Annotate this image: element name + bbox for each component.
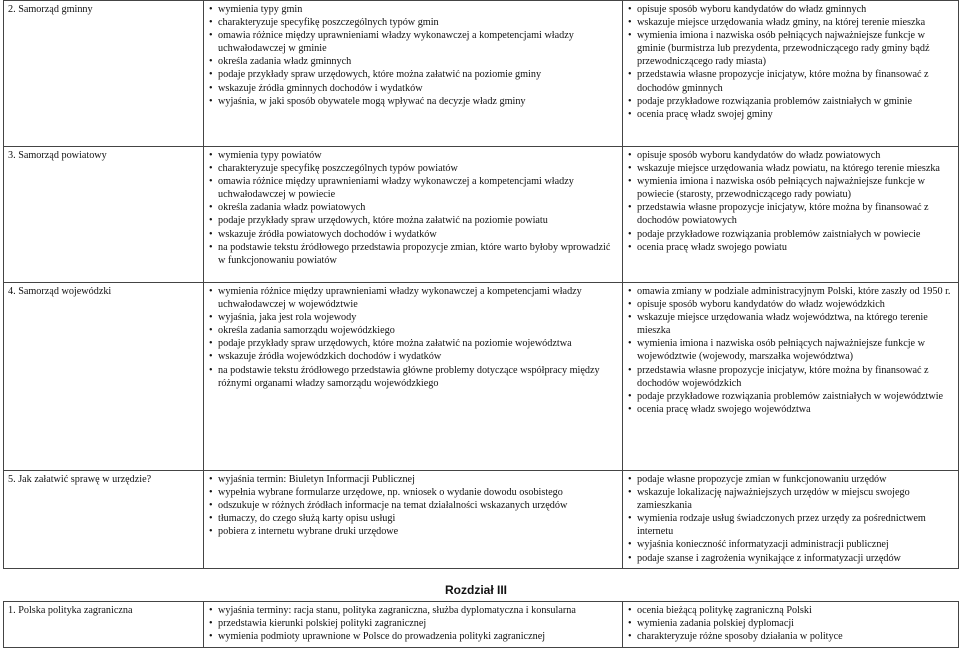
basic-requirements-cell: [204, 147, 623, 283]
requirement-item: • ocenia pracę władz swojego województwa: [627, 403, 954, 416]
table-row: [4, 283, 959, 471]
requirement-item: • wskazuje źródła gminnych dochodów i wydatków: [208, 82, 618, 95]
chapter-heading: Rozdział III: [445, 583, 508, 597]
requirement-item: • wymienia imiona i nazwiska osób pełniących najważniejsze funkcje w powiecie (starosty, przewodniczącego rady powiatu): [627, 175, 954, 201]
requirement-item: • omawia zmiany w podziale administracyjnym Polski, które zaszły od 1950 r.: [627, 285, 954, 298]
requirement-item: • wymienia różnice między uprawnieniami władzy wykonawczej a kompetencjami władzy uchwałodawczej w województwie: [208, 285, 618, 311]
requirement-item: • określa zadania władz gminnych: [208, 55, 618, 68]
requirement-item: • wskazuje miejsce urzędowania władz powiatu, na którego terenie mieszka: [627, 162, 954, 175]
requirement-item: • ocenia pracę władz swojej gminy: [627, 108, 954, 121]
requirement-item: • wyjaśnia, w jaki sposób obywatele mogą wpływać na decyzje władz gminy: [208, 95, 618, 108]
topic-cell: 3. Samorząd powiatowy: [4, 147, 204, 283]
requirement-item: • wyjaśnia terminy: racja stanu, polityka zagraniczna, służba dyplomatyczna i konsularna: [208, 604, 618, 617]
requirement-item: • omawia różnice między uprawnieniami władzy wykonawczej a kompetencjami władzy uchwałodawczej w gminie: [208, 29, 618, 55]
requirement-item: • wskazuje lokalizację najważniejszych urzędów w miejscu swojego zamieszkania: [627, 486, 954, 512]
basic-requirements-cell: [204, 283, 623, 471]
curriculum-table: [3, 0, 959, 569]
requirement-item: • podaje przykładowe rozwiązania problemów zaistniałych w województwie: [627, 390, 954, 403]
extended-requirements-cell: [623, 602, 959, 648]
extended-requirements-cell: [623, 1, 959, 147]
requirement-item: • wskazuje miejsce urzędowania władz województwa, na którego terenie mieszka: [627, 311, 954, 337]
topic-cell: 1. Polska polityka zagraniczna: [4, 602, 204, 648]
requirement-item: • wymienia zadania polskiej dyplomacji: [627, 617, 954, 630]
requirement-item: • wymienia imiona i nazwiska osób pełniących najważniejsze funkcje w gminie (burmistrza lub prezydenta, przewodniczącego rady gminy bądź przewodniczącego rady miasta): [627, 29, 954, 68]
requirement-item: • pobiera z internetu wybrane druki urzędowe: [208, 525, 618, 538]
requirement-item: • wyjaśnia termin: Biuletyn Informacji Publicznej: [208, 473, 618, 486]
requirement-item: • wypełnia wybrane formularze urzędowe, np. wniosek o wydanie dowodu osobistego: [208, 486, 618, 499]
requirement-item: • przedstawia własne propozycje inicjatyw, które można by finansować z dochodów powiatowych: [627, 201, 954, 227]
extended-requirements-cell: [623, 283, 959, 471]
requirement-item: • przedstawia własne propozycje inicjatyw, które można by finansować z dochodów wojewódzkich: [627, 364, 954, 390]
requirement-item: • podaje przykłady spraw urzędowych, które można załatwić na poziomie województwa: [208, 337, 618, 350]
basic-requirements-cell: [204, 602, 623, 648]
extended-requirements-cell: [623, 471, 959, 569]
requirement-item: • wymienia typy powiatów: [208, 149, 618, 162]
requirement-item: • wymienia typy gmin: [208, 3, 618, 16]
requirement-item: • wskazuje źródła wojewódzkich dochodów i wydatków: [208, 350, 618, 363]
requirement-item: • określa zadania władz powiatowych: [208, 201, 618, 214]
requirement-item: • wskazuje miejsce urzędowania władz gminy, na której terenie mieszka: [627, 16, 954, 29]
requirement-item: • wskazuje źródła powiatowych dochodów i wydatków: [208, 228, 618, 241]
extended-requirements-cell: [623, 147, 959, 283]
requirement-item: • podaje przykładowe rozwiązania problemów zaistniałych w gminie: [627, 95, 954, 108]
requirement-item: • na podstawie tekstu źródłowego przedstawia propozycje zmian, które warto byłoby wprowadzić w funkcjonowaniu powiatów: [208, 241, 618, 267]
requirement-item: • podaje przykłady spraw urzędowych, które można załatwić na poziomie powiatu: [208, 214, 618, 227]
topic-cell: 5. Jak załatwić sprawę w urzędzie?: [4, 471, 204, 569]
requirement-item: • opisuje sposób wyboru kandydatów do władz powiatowych: [627, 149, 954, 162]
topic-cell: 4. Samorząd wojewódzki: [4, 283, 204, 471]
requirement-item: • podaje przykładowe rozwiązania problemów zaistniałych w powiecie: [627, 228, 954, 241]
requirement-item: • wyjaśnia, jaka jest rola wojewody: [208, 311, 618, 324]
requirement-item: • ocenia bieżącą politykę zagraniczną Polski: [627, 604, 954, 617]
table-row: [4, 1, 959, 147]
requirement-item: • określa zadania samorządu wojewódzkiego: [208, 324, 618, 337]
requirement-item: • opisuje sposób wyboru kandydatów do władz gminnych: [627, 3, 954, 16]
requirement-item: • charakteryzuje specyfikę poszczególnych typów powiatów: [208, 162, 618, 175]
requirement-item: • odszukuje w różnych źródłach informacje na temat działalności wskazanych urzędów: [208, 499, 618, 512]
requirement-item: • wymienia rodzaje usług świadczonych przez urzędy za pośrednictwem internetu: [627, 512, 954, 538]
requirement-item: • wymienia podmioty uprawnione w Polsce do prowadzenia polityki zagranicznej: [208, 630, 618, 643]
requirement-item: • na podstawie tekstu źródłowego przedstawia główne problemy dotyczące współpracy między różnymi organami władzy samorządu wojewódzkiego: [208, 364, 618, 390]
table-row: [4, 602, 959, 648]
requirement-item: • charakteryzuje specyfikę poszczególnych typów gmin: [208, 16, 618, 29]
basic-requirements-cell: [204, 1, 623, 147]
table-row: [4, 147, 959, 283]
requirement-item: • wyjaśnia konieczność informatyzacji administracji publicznej: [627, 538, 954, 551]
basic-requirements-cell: [204, 471, 623, 569]
requirement-item: • podaje własne propozycje zmian w funkcjonowaniu urzędów: [627, 473, 954, 486]
requirement-item: • opisuje sposób wyboru kandydatów do władz wojewódzkich: [627, 298, 954, 311]
curriculum-table-next: [3, 601, 959, 648]
requirement-item: • tłumaczy, do czego służą karty opisu usługi: [208, 512, 618, 525]
requirement-item: • przedstawia kierunki polskiej polityki zagranicznej: [208, 617, 618, 630]
requirement-item: • podaje szanse i zagrożenia wynikające z informatyzacji urzędów: [627, 552, 954, 565]
requirement-item: • wymienia imiona i nazwiska osób pełniących najważniejsze funkcje w województwie (wojewody, marszałka województwa): [627, 337, 954, 363]
topic-cell: 2. Samorząd gminny: [4, 1, 204, 147]
requirement-item: • ocenia pracę władz swojego powiatu: [627, 241, 954, 254]
requirement-item: • omawia różnice między uprawnieniami władzy wykonawczej a kompetencjami władzy uchwałodawczej w powiecie: [208, 175, 618, 201]
requirement-item: • charakteryzuje różne sposoby działania w polityce: [627, 630, 954, 643]
table-row: [4, 471, 959, 569]
requirement-item: • podaje przykłady spraw urzędowych, które można załatwić na poziomie gminy: [208, 68, 618, 81]
requirement-item: • przedstawia własne propozycje inicjatyw, które można by finansować z dochodów gminnych: [627, 68, 954, 94]
